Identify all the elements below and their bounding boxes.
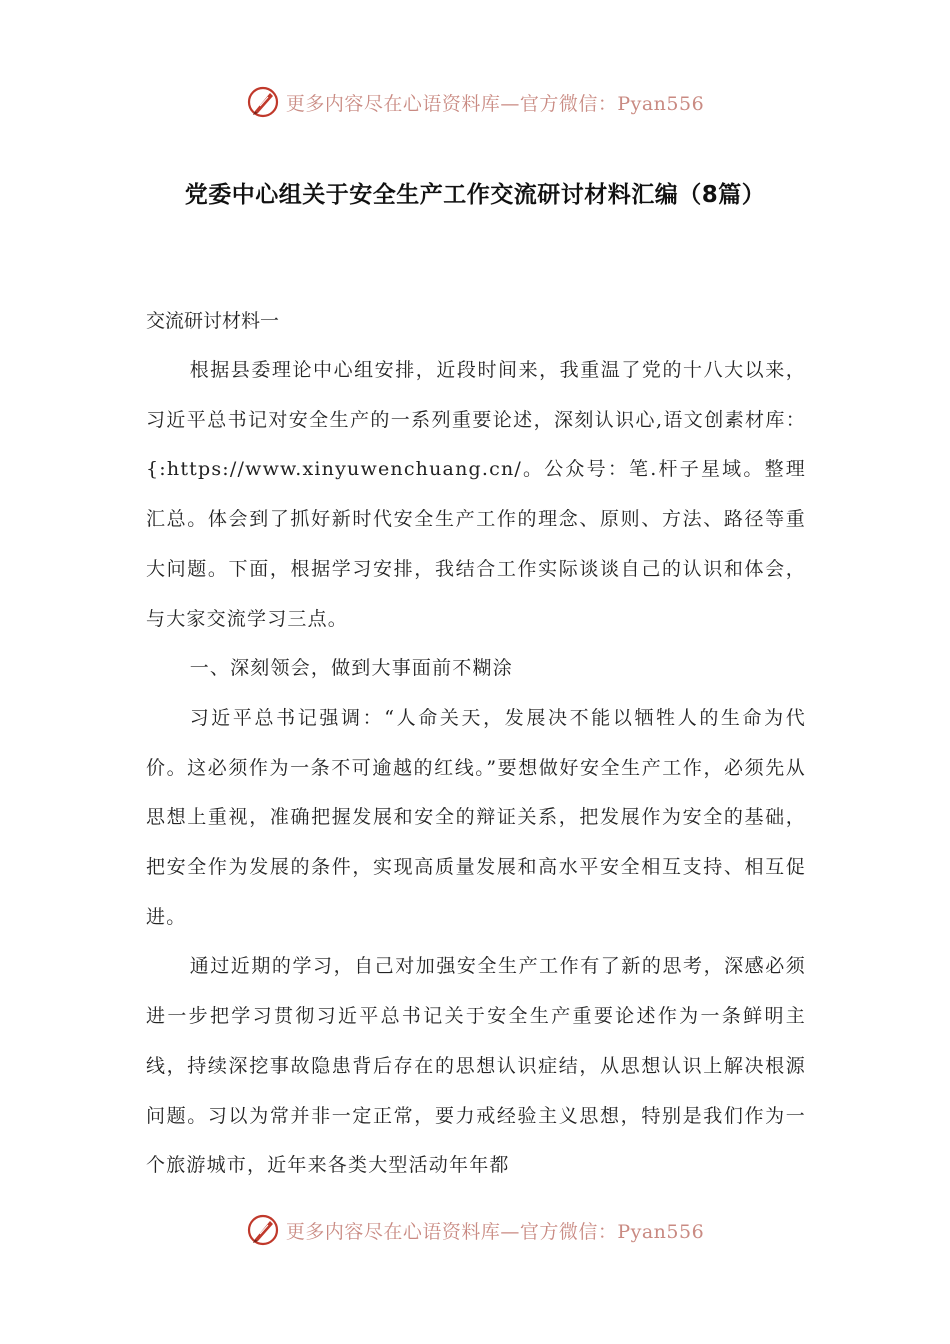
- document-body: [146, 346, 806, 1191]
- paragraph-intro: 根据县委理论中心组安排，近段时间来，我重温了党的十八大以来，习近平总书记对安全生产的一系列重要论述，深刻认识心,语文创素材库：{:https://www.xinyuwenchuang.cn/。公众号：笔.杆子星域。整理汇总。体会到了抓好新时代安全生产工作的理念、原则、方法、路径等重大问题。下面，根据学习安排，我结合工作实际谈谈自己的认识和体会，与大家交流学习三点。: [146, 359, 806, 630]
- watermark-text: 更多内容尽在心语资料库—官方微信：Pyan556: [285, 1220, 705, 1243]
- section-label: 交流研讨材料一: [146, 310, 280, 332]
- footer-watermark: [0, 1210, 950, 1250]
- watermark-text: 更多内容尽在心语资料库—官方微信：Pyan556: [285, 92, 705, 115]
- paragraph-reflection: 通过近期的学习，自己对加强安全生产工作有了新的思考，深感必须进一步把学习贯彻习近平总书记关于安全生产重要论述作为一条鲜明主线，持续深挖事故隐患背后存在的思想认识症结，从思想认识上解决根源问题。习以为常并非一定正常，要力戒经验主义思想，特别是我们作为一个旅游城市，近年来各类大型活动年年都: [146, 955, 806, 1177]
- quill-pen-logo-icon: [246, 85, 280, 119]
- heading-one: 一、深刻领会，做到大事面前不糊涂: [189, 657, 513, 680]
- document-title: 党委中心组关于安全生产工作交流研讨材料汇编（8篇）: [184, 182, 766, 208]
- paragraph-quote: 习近平总书记强调：“人命关天，发展决不能以牺牲人的生命为代价。这必须作为一条不可逾越的红线。”要想做好安全生产工作，必须先从思想上重视，准确把握发展和安全的辩证关系，把发展作为安全的基础，把安全作为发展的条件，实现高质量发展和高水平安全相互支持、相互促进。: [146, 706, 806, 928]
- quill-pen-logo-icon: [246, 1213, 280, 1247]
- header-watermark: [0, 82, 950, 122]
